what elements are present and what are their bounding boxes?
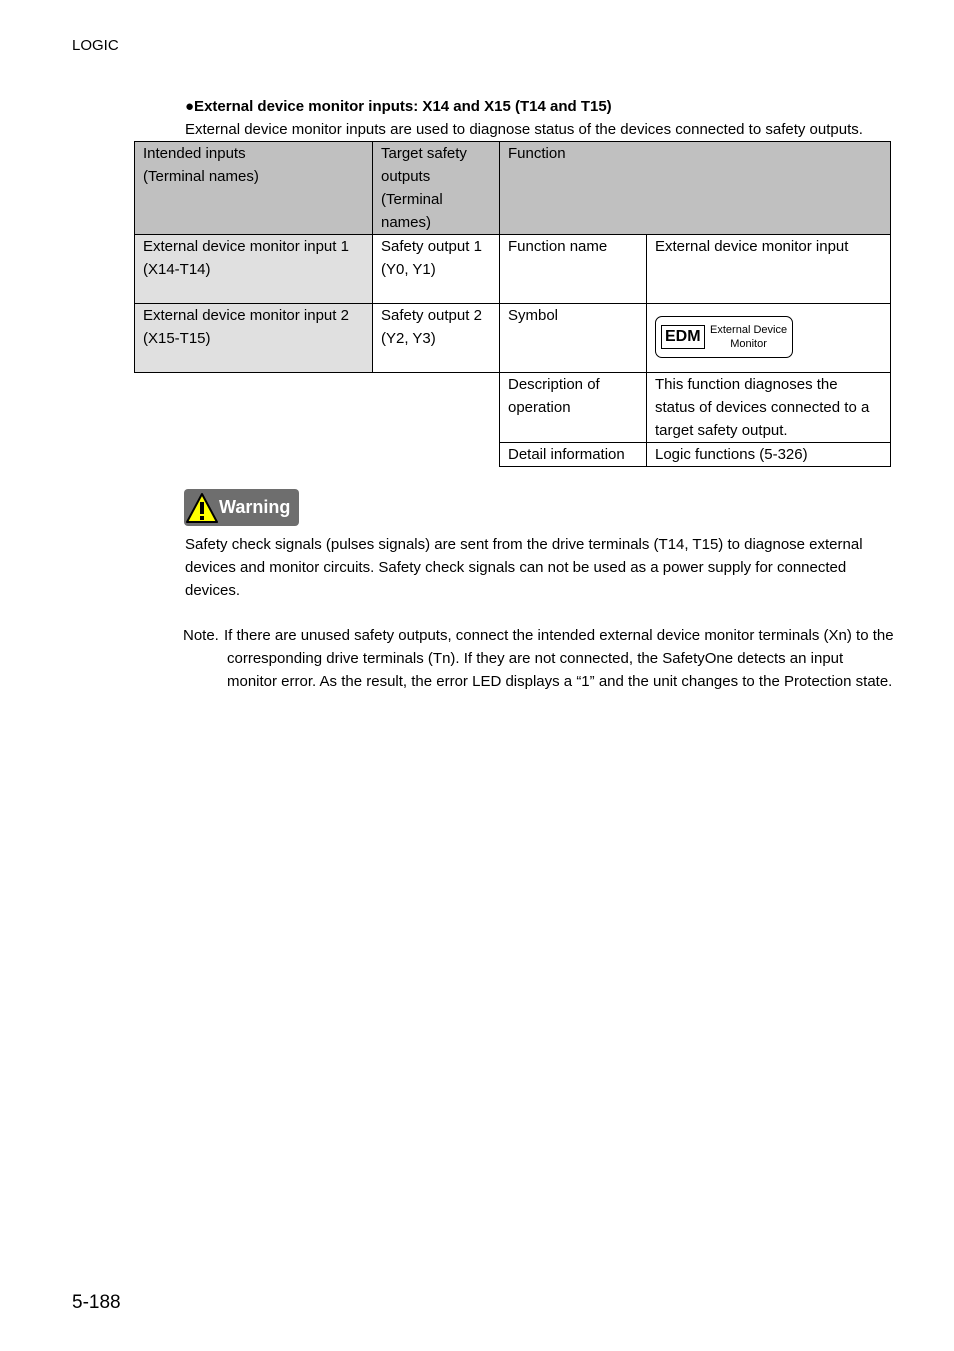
header-function: Function: [500, 142, 891, 235]
description-label: Description of operation: [500, 373, 647, 443]
edm-symbol-caption: External Device Monitor: [710, 324, 788, 350]
header-intended-inputs: Intended inputs (Terminal names): [135, 142, 373, 235]
edm-symbol: [655, 316, 793, 358]
empty-cell: [135, 443, 500, 467]
table-row: [135, 443, 891, 467]
note-text: If there are unused safety outputs, connect the intended external device monitor terminals (Xn) to the corresponding drive terminals (Tn). If they are not connected, the SafetyOne detects an input monitor error. As the result, the error LED displays a “1” and the unit changes to the Protection state.: [224, 627, 894, 690]
row2-input-cell: External device monitor input 2 (X15-T15): [135, 304, 373, 373]
function-name-label: Function name: [500, 235, 647, 304]
warning-text: Safety check signals (pulses signals) are sent from the drive terminals (T14, T15) to diagnose external devices and monitor circuits. Safety check signals can not be used as a power supply for connected devices.: [185, 536, 863, 599]
running-header: LOGIC: [72, 37, 119, 54]
function-name-value: External device monitor input: [647, 235, 891, 304]
edm-abbreviation: EDM: [661, 325, 705, 349]
table-header-row: [135, 142, 891, 235]
row1-input-cell: External device monitor input 1 (X14-T14): [135, 235, 373, 304]
warning-label: Warning: [219, 497, 291, 517]
row2-output-cell: Safety output 2 (Y2, Y3): [373, 304, 500, 373]
edm-spec-table: [134, 141, 891, 467]
empty-cell: [135, 373, 500, 443]
warning-triangle-icon: [186, 492, 218, 524]
table-row: [135, 304, 891, 373]
page-number: 5-188: [72, 1292, 121, 1313]
description-value: This function diagnoses the status of devices connected to a target safety output.: [647, 373, 891, 443]
symbol-cell: [647, 304, 891, 373]
row1-output-cell: Safety output 1 (Y0, Y1): [373, 235, 500, 304]
warning-badge: [184, 489, 299, 526]
table-row: [135, 235, 891, 304]
symbol-label: Symbol: [500, 304, 647, 373]
section-intro: External device monitor inputs are used to diagnose status of the devices connected to safety outputs.: [185, 121, 863, 138]
header-target-outputs: Target safety outputs (Terminal names): [373, 142, 500, 235]
note-prefix: Note.: [183, 627, 219, 644]
detail-label: Detail information: [500, 443, 647, 467]
detail-value: Logic functions (5-326): [647, 443, 891, 467]
section-title: ●External device monitor inputs: X14 and X15 (T14 and T15): [185, 98, 612, 115]
table-row: [135, 373, 891, 443]
